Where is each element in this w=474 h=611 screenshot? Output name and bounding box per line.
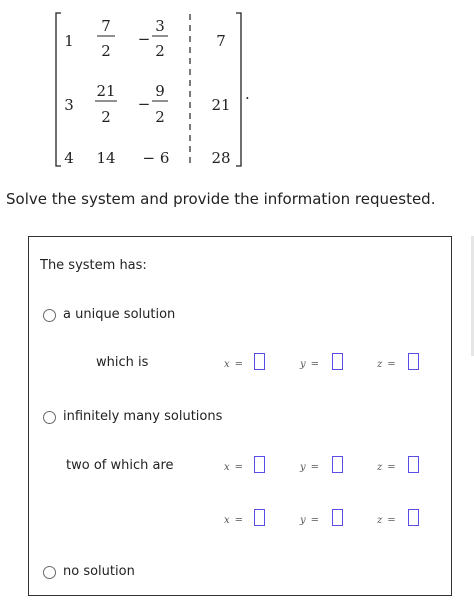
infinite1-x-input[interactable] xyxy=(254,456,265,473)
row3-col2: 14 xyxy=(96,149,116,167)
infinite1-y-label: y = xyxy=(300,462,320,473)
infinite1-y-input[interactable] xyxy=(332,456,343,473)
unique-solution-label[interactable]: a unique solution xyxy=(63,307,176,322)
unique-x-label: x = xyxy=(224,359,244,370)
system-has-heading: The system has: xyxy=(40,258,147,273)
infinite1-z-label: z = xyxy=(377,462,396,473)
unique-y-label: y = xyxy=(300,359,320,370)
infinite2-x-label: x = xyxy=(224,515,244,526)
row2-col2-den: 2 xyxy=(101,108,111,126)
row3-col3: − 6 xyxy=(142,149,170,167)
row1-col2-num: 7 xyxy=(101,17,111,35)
infinite2-x-input[interactable] xyxy=(254,509,265,526)
row1-col2-den: 2 xyxy=(101,42,111,60)
row3-col1: 4 xyxy=(64,149,74,167)
row2-col2-num: 21 xyxy=(96,82,116,100)
row1-col3-sign: − xyxy=(137,30,151,48)
augmented-matrix xyxy=(0,0,474,180)
row2-col3-num: 9 xyxy=(155,82,165,100)
matrix-trailing-period: . xyxy=(245,85,250,103)
row2-rhs: 21 xyxy=(211,96,231,114)
row1-col3-den: 2 xyxy=(155,42,165,60)
no-solution-radio[interactable] xyxy=(43,566,56,579)
infinite1-z-input[interactable] xyxy=(408,456,419,473)
row1-col3-num: 3 xyxy=(155,17,165,35)
infinite2-y-input[interactable] xyxy=(332,509,343,526)
infinite2-z-input[interactable] xyxy=(408,509,419,526)
unique-x-input[interactable] xyxy=(254,353,265,370)
row2-col3-sign: − xyxy=(137,95,151,113)
row1-col1: 1 xyxy=(64,32,74,50)
right-bracket xyxy=(236,13,241,166)
infinite-solutions-radio[interactable] xyxy=(43,411,56,424)
unique-y-input[interactable] xyxy=(332,353,343,370)
infinite-solutions-label[interactable]: infinitely many solutions xyxy=(63,409,223,424)
left-bracket xyxy=(56,13,61,166)
problem-prompt: Solve the system and provide the information requested. xyxy=(6,190,436,208)
unique-z-label: z = xyxy=(377,359,396,370)
row3-rhs: 28 xyxy=(211,149,231,167)
no-solution-label[interactable]: no solution xyxy=(63,564,135,579)
infinite2-z-label: z = xyxy=(377,515,396,526)
unique-z-input[interactable] xyxy=(408,353,419,370)
infinite-solutions-subtext: two of which are xyxy=(66,458,174,473)
row1-rhs: 7 xyxy=(216,32,226,50)
infinite1-x-label: x = xyxy=(224,462,244,473)
unique-solution-subtext: which is xyxy=(96,355,149,370)
row2-col3-den: 2 xyxy=(155,108,165,126)
infinite2-y-label: y = xyxy=(300,515,320,526)
row2-col1: 3 xyxy=(64,96,74,114)
unique-solution-radio[interactable] xyxy=(43,309,56,322)
answer-panel xyxy=(28,236,452,596)
